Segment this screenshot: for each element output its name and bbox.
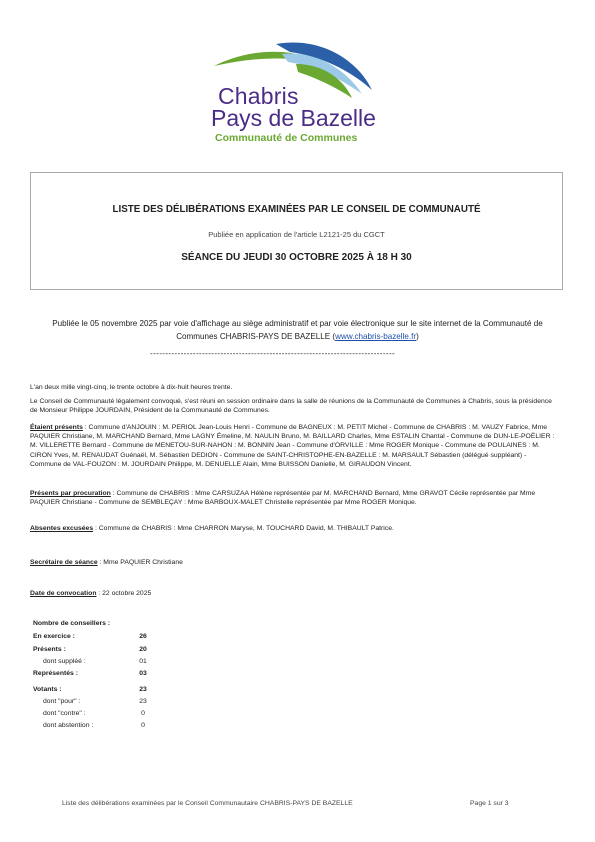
row-label: Représentés : [33,670,78,677]
procuration-paragraph [30,489,558,507]
procuration-label: Présents par procuration [30,490,111,497]
excuses-label: Absentes excusées [30,525,94,532]
procuration-text: : Commune de CHABRIS : Mme CARSUZAA Hélène représentée par M. MARCHAND Bernard, Mme GRAVOT Cécile représentée par Mme PAQUIER Christiane - Commune de SEMBLEÇAY : Mme BARBOUX-MALET Christelle représentée par Mme ROGER Monique. [30,490,536,507]
presents-text: : Commune d'ANJOUIN : M. PERIOL Jean-Louis Henri - Commune de BAGNEUX : M. PETIT Michel - Commune de CHABRIS : M. VAUZY Fabrice, Mme PAQUIER Christiane, M. MARCHAND Bernard, Mme LAGNY Émeline, M. NAULIN Bruno, M. BAILLARD Charles, Mme ESTALIN Chantal - Commune de DUN-LE-POËLIER : M. VILLERETTE Bernard - Commune de MENETOU-SUR-NAHON : M. BONNIN Jean - Commune d'ORVILLE : Mme ROGER Monique - Commune de POULAINES : M. CIRON Yves, M. RENAUDAT Guénaël, M. Sébastien DEDION - Commune de SAINT-CHRISTOPHE-EN-BAZELLE : M. MARSAULT Sébastien (délégué suppléant) - Commune de VAL-FOUZON : M. JOURDAIN Philippe, M. DENUELLE Alain, Mme BUISSON Danielle, M. GIRAUDON Vincent. [30,424,555,468]
presents-label: Étaient présents [30,424,83,431]
intro-date: L'an deux mille vingt-cinq, le trente octobre à dix-huit heures trente. [30,384,233,391]
conseillers-heading: Nombre de conseillers : [33,620,111,627]
row-label: Présents : [33,646,66,653]
logo-text-pays-de-bazelle: Pays de Bazelle [211,105,376,131]
row-value: 0 [141,710,145,717]
intro-conseil: Le Conseil de Communauté légalement convoqué, s'est réuni en session ordinaire dans la salle de réunions de la Communauté de Communes à Chabris, sous la présidence de Monsieur Philippe JOURDAIN, Président de la Communauté de Communes. [30,398,552,415]
row-label: dont abstention : [43,722,94,729]
publication-end: ) [416,332,419,341]
row-label: En exercice : [33,633,75,640]
excuses-paragraph [30,524,558,533]
row-label: Votants : [33,686,62,693]
secretaire-text: : Mme PAQUIER Christiane [97,559,183,566]
row-label: dont "pour" : [43,698,81,705]
secretaire-label: Secrétaire de séance [30,559,98,566]
logo-text-chabris: Chabris [218,83,299,109]
row-label: dont "contre" : [43,710,86,717]
secretaire-paragraph [30,558,558,567]
row-label: dont suppléé : [43,658,86,665]
separator: -------------------------------------------------------------------------------- [150,349,396,358]
header-box [30,172,563,290]
logo-text-communaute: Communauté de Communes [215,132,358,144]
row-value: 20 [139,646,147,653]
row-value: 26 [139,633,147,640]
publication-text: Publiée le 05 novembre 2025 par voie d'affichage au siège administratif et par voie électronique sur le site internet de la Communauté de Communes CHABRIS-PAYS DE BAZELLE ( [52,319,543,341]
row-value: 01 [139,658,147,665]
footer-left: Liste des délibérations examinées par le Conseil Communautaire CHABRIS-PAYS DE BAZELLE [62,800,353,807]
excuses-text: : Commune de CHABRIS : Mme CHARRON Maryse, M. TOUCHARD David, M. THIBAULT Patrice. [93,525,394,532]
footer-page-number: Page 1 sur 3 [470,800,509,807]
row-value: 03 [139,670,147,677]
document-title: LISTE DES DÉLIBÉRATIONS EXAMINÉES PAR LE CONSEIL DE COMMUNAUTÉ [112,204,481,215]
row-value: 23 [139,686,147,693]
seance-date: SÉANCE DU JEUDI 30 OCTOBRE 2025 À 18 H 30 [181,252,412,263]
row-value: 23 [139,698,147,705]
convocation-text: : 22 octobre 2025 [96,590,152,597]
website-link[interactable]: www.chabris-bazelle.fr [335,332,417,341]
convocation-label: Date de convocation [30,590,97,597]
presents-paragraph [30,423,558,469]
logo [0,0,595,150]
row-value: 0 [141,722,145,729]
publication-notice [40,317,555,343]
convocation-paragraph [30,589,558,598]
document-subtitle: Publiée en application de l'article L2121-25 du CGCT [208,230,385,239]
